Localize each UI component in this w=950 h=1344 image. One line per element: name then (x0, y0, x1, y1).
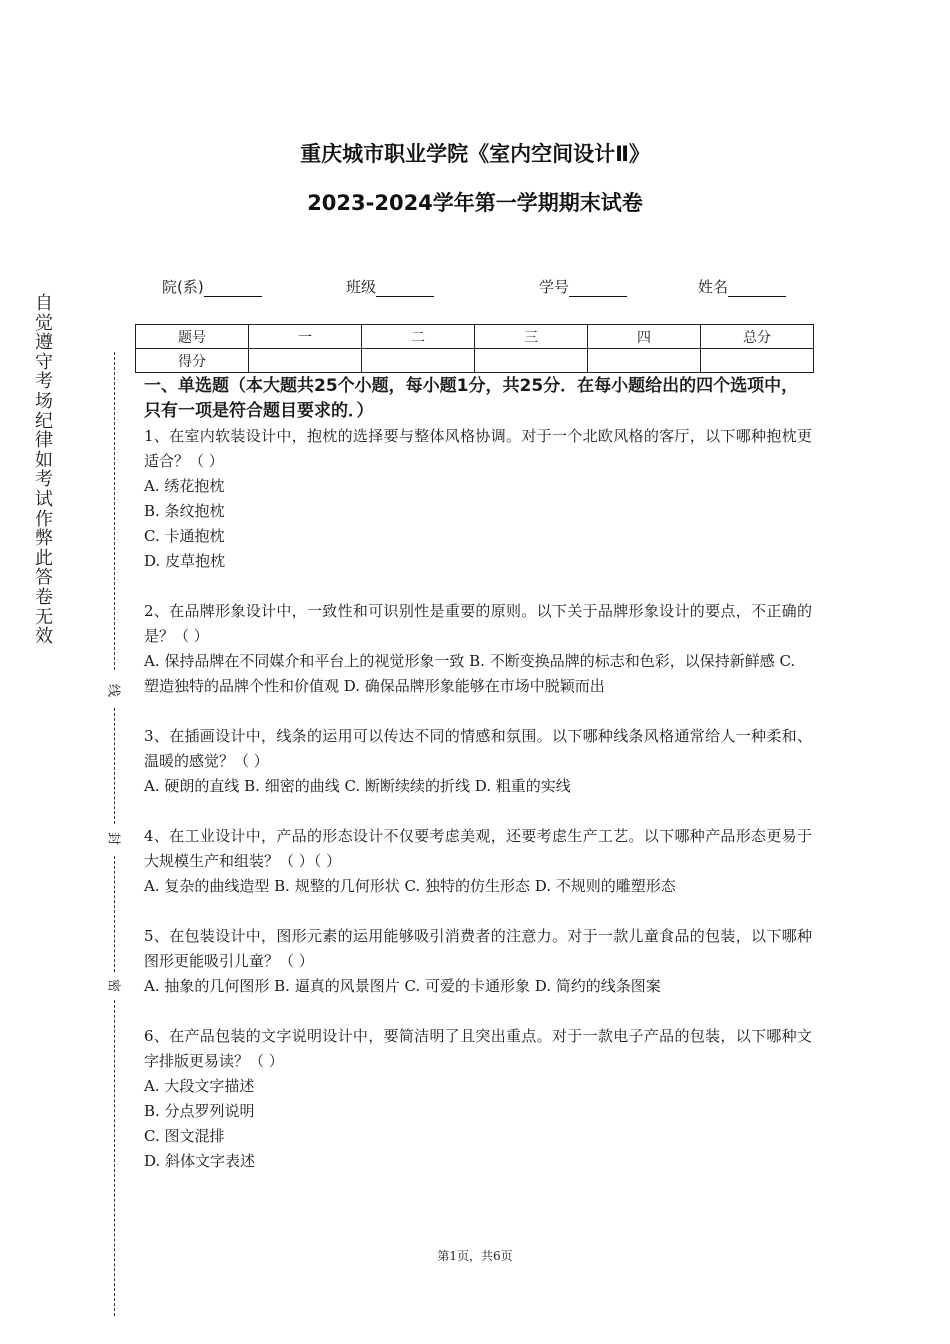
score-header-cell: 四 (588, 325, 701, 349)
question-stem: 4、在工业设计中，产品的形态设计不仅要考虑美观，还要考虑生产工艺。以下哪种产品形态更易于大规模生产和组装？（ ）（ ） (144, 827, 812, 870)
page-number: 第1页，共6页 (437, 1249, 513, 1263)
option-c[interactable]: C. 图文混排 (144, 1127, 225, 1145)
score-row-label: 得分 (136, 349, 249, 373)
question-5 (144, 924, 812, 999)
option-b[interactable]: B. 分点罗列说明 (144, 1102, 255, 1120)
option-d[interactable]: D. 皮草抱枕 (144, 552, 226, 570)
option-d[interactable]: D. 斜体文字表述 (144, 1152, 256, 1170)
seal-line-segment (114, 708, 115, 824)
score-table-header-row (136, 325, 814, 349)
department-label: 院(系) (162, 278, 204, 296)
options-inline[interactable]: A. 保持品牌在不同媒介和平台上的视觉形象一致 B. 不断变换品牌的标志和色彩，以保持新鲜感 C. 塑造独特的品牌个性和价值观 D. 确保品牌形象能够在市场中脱颖而出 (144, 652, 796, 695)
seal-mark-line: 线 (105, 683, 121, 697)
exam-content (144, 374, 812, 1174)
options-inline[interactable]: A. 抽象的几何图形 B. 逼真的风景图片 C. 可爱的卡通形象 D. 简约的线条图案 (144, 977, 661, 995)
class-blank[interactable] (376, 280, 434, 297)
exam-subtitle: 2023-2024学年第一学期期末试卷 (307, 191, 643, 215)
score-table-score-row (136, 349, 814, 373)
class-label: 班级 (346, 278, 377, 296)
seal-mark-secret: 密 (105, 978, 121, 992)
score-cell[interactable] (475, 349, 588, 373)
score-header-cell: 一 (249, 325, 362, 349)
options-inline[interactable]: A. 复杂的曲线造型 B. 规整的几何形状 C. 独特的仿生形态 D. 不规则的雕塑形态 (144, 877, 676, 895)
student-id-field[interactable] (539, 276, 627, 297)
question-stem: 2、在品牌形象设计中，一致性和可识别性是重要的原则。以下关于品牌形象设计的要点，不正确的是？（ ） (144, 602, 812, 645)
exam-title: 重庆城市职业学院《室内空间设计Ⅱ》 (300, 142, 650, 166)
score-header-cell: 总分 (701, 325, 814, 349)
options-inline[interactable]: A. 硬朗的直线 B. 细密的曲线 C. 断断续续的折线 D. 粗重的实线 (144, 777, 571, 795)
name-blank[interactable] (728, 280, 786, 297)
option-a[interactable]: A. 大段文字描述 (144, 1077, 255, 1095)
question-2 (144, 599, 812, 699)
seal-line-segment (114, 352, 115, 670)
score-cell[interactable] (249, 349, 362, 373)
option-b[interactable]: B. 条纹抱枕 (144, 502, 225, 520)
question-stem: 3、在插画设计中，线条的运用可以传达不同的情感和氛围。以下哪种线条风格通常给人一种柔和、温暖的感觉？（ ） (144, 727, 812, 770)
question-4 (144, 824, 812, 899)
seal-mark-seal: 封 (105, 831, 121, 845)
student-id-blank[interactable] (569, 280, 627, 297)
name-label: 姓名 (698, 278, 729, 296)
score-header-cell: 二 (362, 325, 475, 349)
score-cell[interactable] (362, 349, 475, 373)
score-header-cell: 题号 (136, 325, 249, 349)
seal-line-segment (114, 1000, 115, 1316)
department-blank[interactable] (204, 280, 262, 297)
department-field[interactable] (162, 276, 262, 297)
question-stem: 1、在室内软装设计中，抱枕的选择要与整体风格协调。对于一个北欧风格的客厅，以下哪种抱枕更适合？（ ） (144, 427, 812, 470)
option-a[interactable]: A. 绣花抱枕 (144, 477, 225, 495)
question-1 (144, 424, 812, 574)
question-3 (144, 724, 812, 799)
name-field[interactable] (698, 276, 786, 297)
question-stem: 5、在包装设计中，图形元素的运用能够吸引消费者的注意力。对于一款儿童食品的包装，以下哪种图形更能吸引儿童？（ ） (144, 927, 812, 970)
section-heading: 一、单选题（本大题共25个小题，每小题1分，共25分．在每小题给出的四个选项中，只有一项是符合题目要求的．） (144, 376, 799, 421)
class-field[interactable] (346, 276, 434, 297)
student-id-label: 学号 (539, 278, 570, 296)
question-stem: 6、在产品包装的文字说明设计中，要简洁明了且突出重点。对于一款电子产品的包装，以下哪种文字排版更易读？（ ） (144, 1027, 812, 1070)
option-c[interactable]: C. 卡通抱枕 (144, 527, 225, 545)
score-cell[interactable] (701, 349, 814, 373)
seal-line-segment (114, 856, 115, 972)
exam-discipline-notice: 自觉遵守考场纪律如考试作弊此答卷无效 (35, 293, 53, 648)
question-6 (144, 1024, 812, 1174)
score-header-cell: 三 (475, 325, 588, 349)
score-cell[interactable] (588, 349, 701, 373)
score-table (135, 324, 814, 373)
